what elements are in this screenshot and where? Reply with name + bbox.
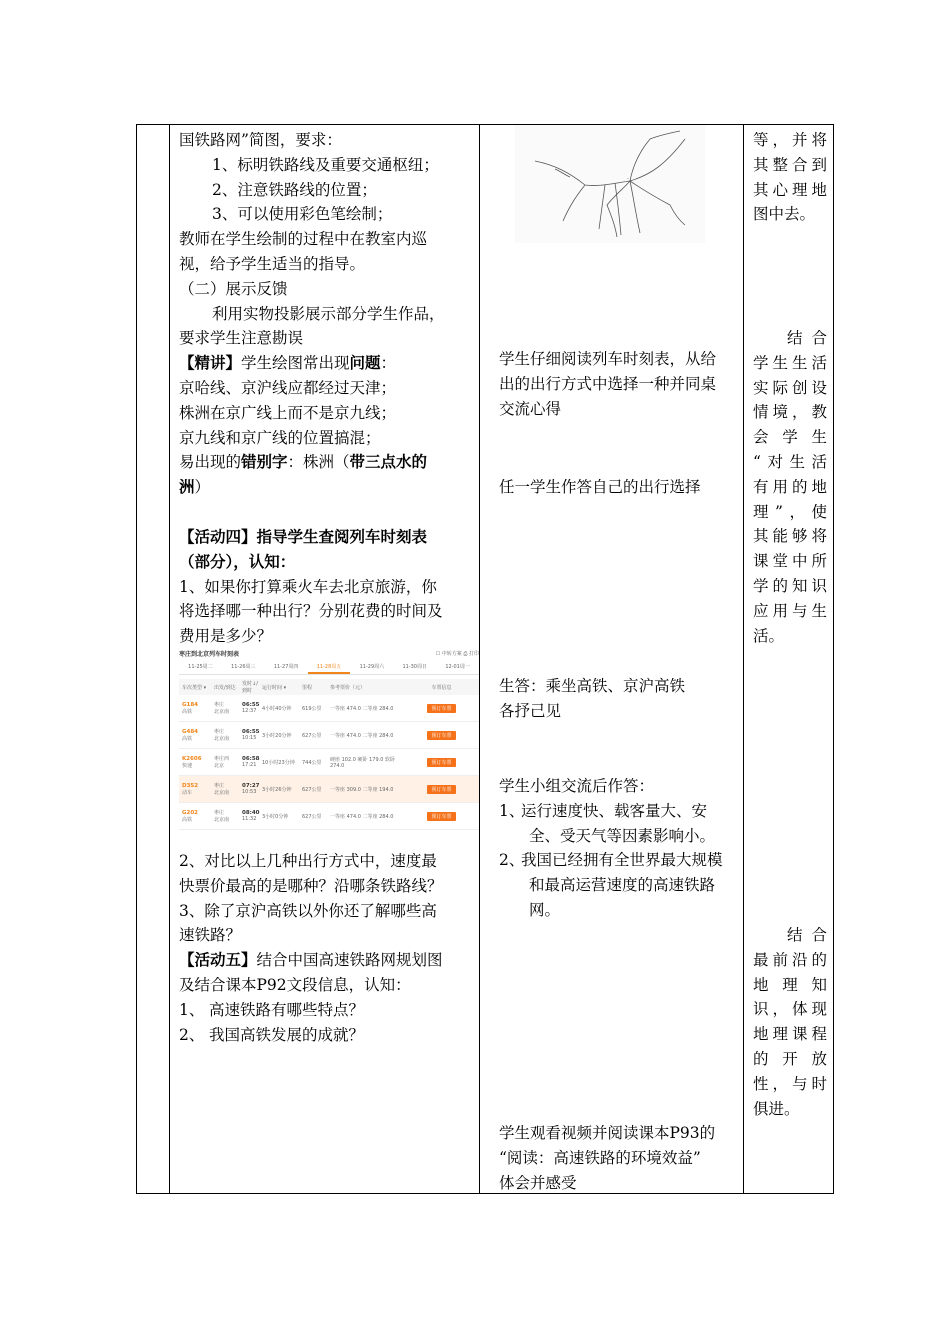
text-line: 各抒己见 <box>499 701 562 720</box>
intent-line: 结合 <box>787 329 827 347</box>
time-cell <box>242 756 262 768</box>
train-number[interactable]: G202 <box>182 809 198 816</box>
train-type: 动车 <box>182 789 193 796</box>
intent-paragraph <box>753 326 827 648</box>
lesson-table <box>136 124 834 1194</box>
time-cell <box>242 729 262 741</box>
text-line: 任一学生作答自己的出行选择 <box>499 478 701 496</box>
activity-four-heading: 【活动四】指导学生查阅列车时刻表 <box>179 527 428 546</box>
to-station: 北京南 <box>214 709 230 715</box>
activity-four-heading: （部分），认知： <box>179 551 296 571</box>
to-station: 北京南 <box>214 817 230 823</box>
text-line: 视，给予学生适当的指导。 <box>179 254 366 273</box>
date-tab[interactable]: 11-28周五 <box>308 660 351 674</box>
intent-line: 课堂中所 <box>753 552 827 571</box>
ticket-cell <box>404 812 479 821</box>
table-divider <box>743 125 744 1193</box>
arrival-time: 11:32 <box>242 816 257 822</box>
intent-line: 图中去。 <box>753 205 816 224</box>
ticket-cell <box>404 758 479 767</box>
departure-time: 07:27 <box>242 783 260 789</box>
text-line: 学生观看视频并阅读课本P93的 <box>499 1124 716 1142</box>
distance: 627公里 <box>302 813 322 820</box>
arrival-time: 10:15 <box>242 735 257 741</box>
text-line: 及结合课本P92文段信息，认知： <box>179 975 411 994</box>
intent-line: 等，并将 <box>753 131 827 149</box>
text-line: 京哈线、京沪线应都经过天津； <box>179 378 397 397</box>
text-line: 株洲在京广线上而不是京九线； <box>179 403 397 422</box>
timetable-column-headers: 车次类型 ▾ 出发/到达 发时↓/到时 运行时间 ▾ 里程 参考票价（元） 车票信息 <box>179 679 479 695</box>
table-divider <box>169 125 170 1193</box>
intent-line: 的开放 <box>753 1049 827 1068</box>
intent-paragraph <box>753 923 827 1121</box>
departure-time: 06:55 <box>242 729 260 735</box>
book-ticket-button[interactable]: 预订车票 <box>427 704 455 713</box>
duration: 4小时40分钟 <box>262 705 292 712</box>
duration: 3小时20分钟 <box>262 732 292 739</box>
text-line: 易出现的错别字：株洲（带三点水的 <box>179 452 428 472</box>
distance: 627公里 <box>302 732 322 739</box>
list-item: 1、 运行速度快、载客量大、安 <box>499 801 708 820</box>
text-line: 学生小组交流后作答： <box>499 777 655 795</box>
train-type: 高铁 <box>182 816 193 823</box>
price: 一等座 309.0 二等座 194.0 <box>330 786 394 793</box>
departure-time: 08:40 <box>242 810 260 816</box>
train-number[interactable]: D352 <box>182 782 199 789</box>
date-tab[interactable]: 11-26周三 <box>231 664 256 670</box>
intent-line: 应用与生 <box>753 601 827 620</box>
text-line: 3、可以使用彩色笔绘制； <box>212 205 393 224</box>
distance: 619公里 <box>302 705 322 712</box>
text-line: “阅读：高速铁路的环境效益” <box>499 1148 701 1167</box>
intent-paragraph <box>753 128 827 227</box>
intent-line: 地理知 <box>753 975 827 994</box>
ticket-cell <box>404 731 479 740</box>
station-cell <box>214 755 242 769</box>
timetable-rows <box>179 695 479 830</box>
intent-line: 学的知识 <box>753 576 827 595</box>
table-row <box>179 722 479 749</box>
station-cell <box>214 809 242 823</box>
text-line: 1、标明铁路线及重要交通枢纽； <box>212 155 439 174</box>
intent-line: 其心理地 <box>753 180 827 199</box>
text-line: 洲） <box>179 477 211 497</box>
intent-line: 学生生活 <box>753 353 827 372</box>
train-number[interactable]: G484 <box>182 728 198 735</box>
arrival-time: 10:53 <box>242 789 257 795</box>
intent-line: 会学生 <box>753 428 827 447</box>
book-ticket-button[interactable]: 预订车票 <box>427 758 455 767</box>
intent-line: 识，体现 <box>753 1000 827 1019</box>
list-item: 2、 我国已经拥有全世界最大规模 <box>499 851 723 870</box>
text-line: 交流心得 <box>499 399 562 418</box>
departure-time: 06:55 <box>242 702 260 708</box>
text-line: 费用是多少？ <box>179 627 273 646</box>
train-cell <box>179 729 214 742</box>
arrival-time: 12:37 <box>242 708 257 714</box>
text-line: 教师在学生绘制的过程中在教室内巡 <box>179 230 428 249</box>
text-line: 3、除了京沪高铁以外你还了解哪些高 <box>179 901 437 920</box>
text-line: 【精讲】学生绘图常出现问题： <box>179 353 397 373</box>
list-item: 2、 我国高铁发展的成就？ <box>179 1025 365 1044</box>
text-line: 利用实物投影展示部分学生作品， <box>212 304 445 323</box>
timetable-links: ☐ 中转方案 ⎙ 打印 <box>435 650 479 657</box>
table-row <box>179 776 479 803</box>
ticket-cell <box>404 785 479 794</box>
from-station: 枣庄西 <box>214 756 230 762</box>
train-number[interactable]: G184 <box>182 701 198 708</box>
railway-sketch-map <box>515 125 705 243</box>
intent-line: 结合 <box>787 926 827 944</box>
text-line: 快票价最高的是哪种？沿哪条铁路线？ <box>179 876 443 895</box>
intent-line: 其能够将 <box>753 527 827 546</box>
station-cell <box>214 782 242 796</box>
date-tab[interactable]: 11-29周六 <box>359 664 385 670</box>
table-row <box>179 695 479 722</box>
distance: 627公里 <box>302 786 322 793</box>
list-item-continued: 网。 <box>529 900 561 919</box>
activity-five-heading: 【活动五】结合中国高速铁路网规划图 <box>179 950 443 970</box>
text-line: 体会并感受 <box>499 1173 577 1192</box>
timetable-header <box>179 646 479 660</box>
price: 一等座 474.0 二等座 284.0 <box>330 732 394 739</box>
from-station: 枣庄 <box>214 729 225 735</box>
intent-line: 实际创设 <box>753 378 827 397</box>
text-line: 将选择哪一种出行？分别花费的时间及 <box>179 602 443 621</box>
duration: 3小时26分钟 <box>262 786 292 793</box>
table-row <box>179 803 479 830</box>
book-ticket-button[interactable]: 预订车票 <box>427 812 455 821</box>
intent-line: 最前沿的 <box>753 950 827 969</box>
intent-line: 俱进。 <box>753 1099 800 1118</box>
table-row <box>179 749 479 776</box>
book-ticket-button[interactable]: 预订车票 <box>427 731 455 740</box>
price: 一等座 474.0 二等座 284.0 <box>330 705 394 712</box>
intent-line: 有用的地 <box>753 477 827 496</box>
distance: 744公里 <box>302 759 322 766</box>
station-cell <box>214 701 242 715</box>
train-type: 快速 <box>182 762 193 769</box>
train-cell <box>179 756 214 769</box>
text-line: 2、对比以上几种出行方式中，速度最 <box>179 852 437 870</box>
intent-line: 理”，使 <box>753 502 827 521</box>
time-cell <box>242 783 262 795</box>
text-line: 生答：乘坐高铁、京沪高铁 <box>499 677 686 695</box>
departure-time: 06:58 <box>242 756 260 762</box>
duration: 10小时23分钟 <box>262 759 295 766</box>
duration: 3小时0分钟 <box>262 813 289 820</box>
text-line: 学生仔细阅读列车时刻表，从给 <box>499 350 717 368</box>
from-station: 枣庄 <box>214 783 225 789</box>
date-tab[interactable]: 11-30周日 <box>402 664 427 670</box>
from-station: 枣庄 <box>214 810 225 816</box>
date-tab[interactable]: 11-27周四 <box>273 664 299 670</box>
text-line: 2、注意铁路线的位置； <box>212 180 377 199</box>
section-heading: （二）展示反馈 <box>179 279 288 298</box>
timetable-title: 枣庄到北京列车时刻表 <box>179 650 240 658</box>
text-line: 出的出行方式中选择一种并同桌 <box>499 374 717 393</box>
text-line: 1、如果你打算乘火车去北京旅游，你 <box>179 577 437 596</box>
station-cell <box>214 728 242 742</box>
date-tabs <box>179 660 479 675</box>
to-station: 北京南 <box>214 790 230 796</box>
train-type: 高铁 <box>182 735 193 742</box>
train-cell <box>179 810 214 823</box>
text-line: 京九线和京广线的位置搞混； <box>179 428 381 447</box>
text-line: 要求学生注意勘误 <box>179 329 304 348</box>
to-station: 北京 <box>214 763 225 769</box>
price: 硬座 102.0 硬卧 179.0 软卧 274.0 <box>330 756 395 769</box>
book-ticket-button[interactable]: 预订车票 <box>427 785 455 794</box>
list-item: 1、 高速铁路有哪些特点？ <box>179 1000 365 1019</box>
list-item-continued: 全、受天气等因素影响小。 <box>529 826 716 845</box>
intent-line: 情境，教 <box>753 403 827 422</box>
text-line: 速铁路？ <box>179 926 242 945</box>
time-cell <box>242 810 262 822</box>
time-cell <box>242 702 262 714</box>
date-tab[interactable]: 11-25周二 <box>188 664 213 670</box>
date-tab[interactable]: 12-01周一 <box>445 664 470 670</box>
train-number[interactable]: K2606 <box>182 755 202 762</box>
intent-line: 活。 <box>753 626 785 645</box>
table-divider <box>479 125 480 1193</box>
price: 一等座 474.0 二等座 284.0 <box>330 813 394 820</box>
ticket-cell <box>404 704 479 713</box>
train-type: 高铁 <box>182 708 193 715</box>
svg-text:·: · <box>627 176 629 183</box>
intent-line: “对生活 <box>753 452 827 471</box>
to-station: 北京南 <box>214 736 230 742</box>
train-cell <box>179 783 214 796</box>
intent-line: 地理课程 <box>753 1025 827 1044</box>
intent-line: 其整合到 <box>753 155 827 174</box>
list-item-continued: 和最高运营速度的高速铁路 <box>529 876 716 895</box>
arrival-time: 17:21 <box>242 762 257 768</box>
train-timetable-image <box>179 646 479 831</box>
text-line: 国铁路网”简图，要求： <box>179 131 342 149</box>
from-station: 枣庄 <box>214 702 225 708</box>
train-cell <box>179 702 214 715</box>
intent-line: 性，与时 <box>753 1074 827 1093</box>
